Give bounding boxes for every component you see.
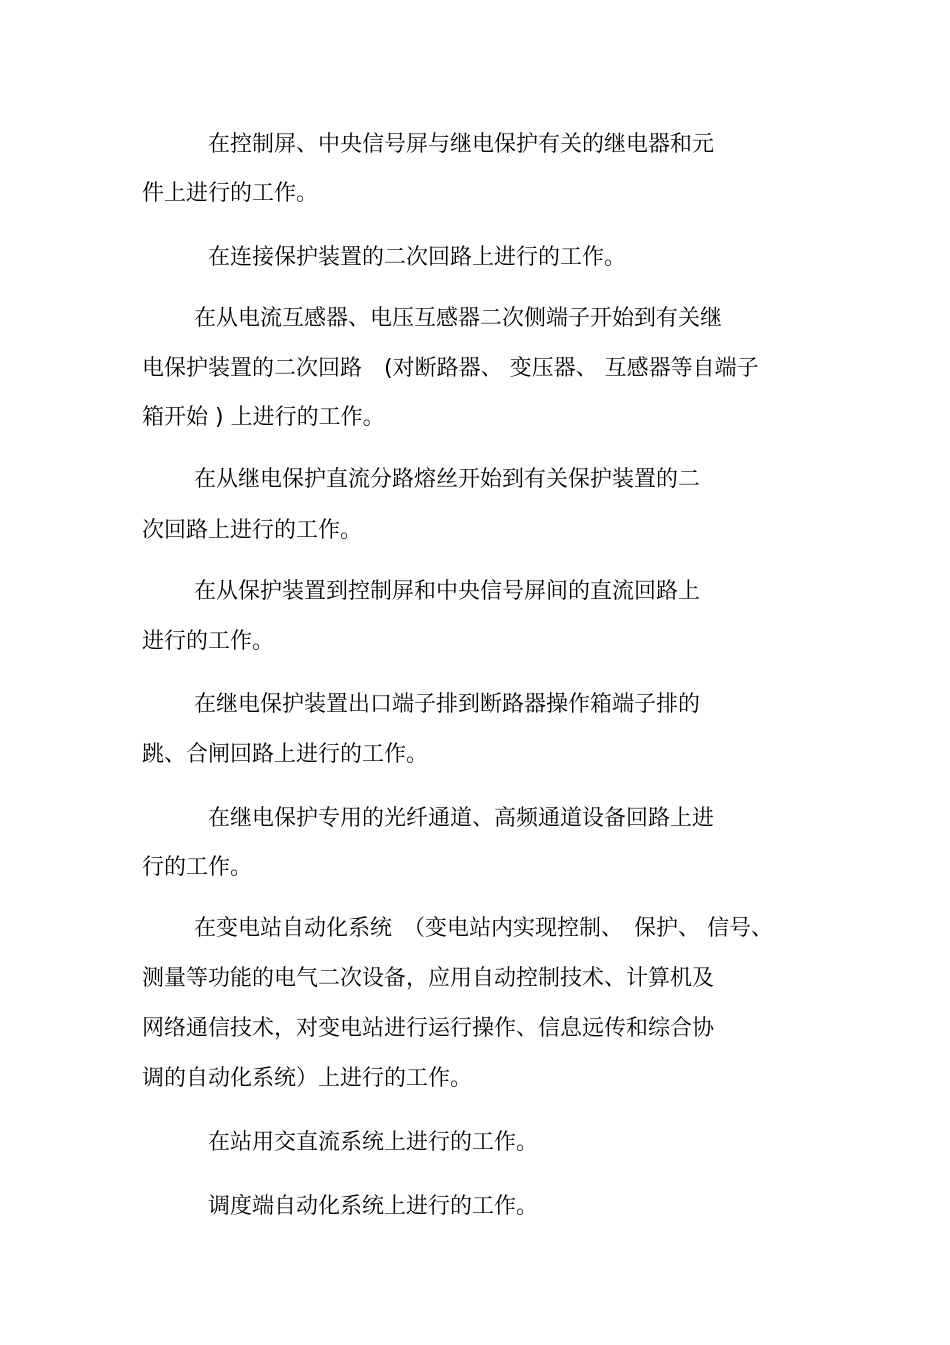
paragraph-5-line-2: 进行的工作。 xyxy=(142,629,275,654)
paragraph-2-line-1: 在连接保护装置的二次回路上进行的工作。 xyxy=(208,245,627,270)
paragraph-8-line-1: 在变电站自动化系统 （变电站内实现控制、 保护、 信号、 xyxy=(194,916,773,941)
paragraph-9-line-1: 在站用交直流系统上进行的工作。 xyxy=(208,1130,539,1155)
paragraph-8-line-4: 调的自动化系统）上进行的工作。 xyxy=(142,1066,473,1091)
paragraph-3-line-1: 在从电流互感器、电压互感器二次侧端子开始到有关继 xyxy=(194,306,723,331)
paragraph-10-line-1: 调度端自动化系统上进行的工作。 xyxy=(208,1194,539,1219)
paragraph-8-line-3: 网络通信技术，对变电站进行运行操作、信息远传和综合协 xyxy=(142,1016,715,1041)
paragraph-7-line-2: 行的工作。 xyxy=(142,855,253,880)
paragraph-8-line-2: 测量等功能的电气二次设备，应用自动控制技术、计算机及 xyxy=(142,966,715,991)
paragraph-3-line-2: 电保护装置的二次回路 (对断路器、 变压器、 互感器等自端子 xyxy=(142,356,759,381)
paragraph-3-line-3: 箱开始 ) 上进行的工作。 xyxy=(142,405,385,430)
paragraph-6-line-1: 在继电保护装置出口端子排到断路器操作箱端子排的 xyxy=(194,692,701,717)
paragraph-1-line-2: 件上进行的工作。 xyxy=(142,181,319,206)
paragraph-4-line-2: 次回路上进行的工作。 xyxy=(142,518,363,543)
paragraph-7-line-1: 在继电保护专用的光纤通道、高频通道设备回路上进 xyxy=(208,806,715,831)
paragraph-4-line-1: 在从继电保护直流分路熔丝开始到有关保护装置的二 xyxy=(194,467,701,492)
paragraph-6-line-2: 跳、合闸回路上进行的工作。 xyxy=(142,742,429,767)
paragraph-1-line-1: 在控制屏、中央信号屏与继电保护有关的继电器和元 xyxy=(208,132,715,157)
paragraph-5-line-1: 在从保护装置到控制屏和中央信号屏间的直流回路上 xyxy=(194,579,701,604)
